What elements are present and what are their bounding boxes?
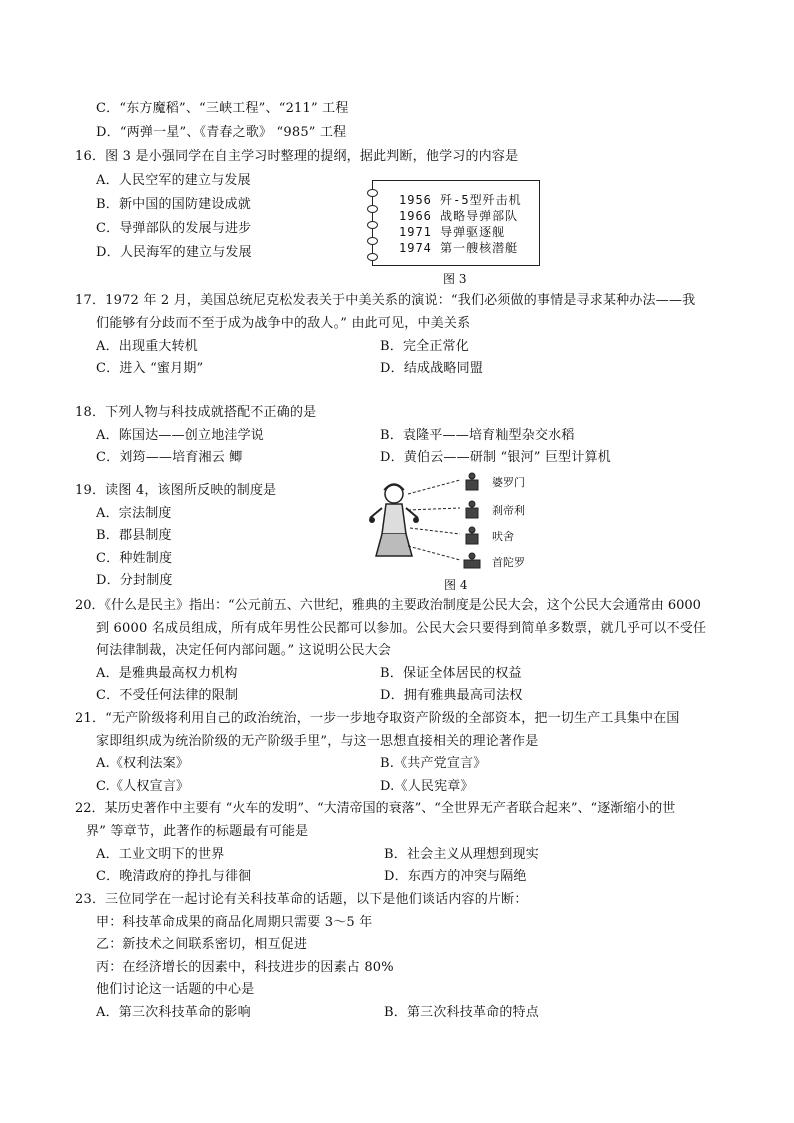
notebook-ring-icon: [367, 237, 378, 245]
notebook-ring-icon: [367, 205, 378, 213]
q20-option-c: C．不受任何法律的限制: [96, 688, 239, 703]
q16-option-a: A．人民空军的建立与发展: [96, 173, 251, 188]
q18-option-d: D．黄伯云——研制 “银河” 巨型计算机: [380, 450, 611, 465]
q22-option-d: D．东西方的冲突与隔绝: [384, 869, 527, 884]
q21-option-d: D.《人民宪章》: [380, 779, 474, 794]
figure-3-notebook: [372, 180, 540, 266]
figure-3-caption: 图 3: [443, 272, 467, 286]
figure-3-row: 1956 歼-5型歼击机: [399, 193, 522, 207]
caste-label: 首陀罗: [492, 556, 525, 569]
q20-stem-line2: 到 6000 名成员组成，所有成年男性公民都可以参加。公民大会只要得到简单多数票，就几乎可以不受任: [96, 621, 707, 636]
q19-option-a: A．宗法制度: [96, 506, 172, 521]
q17-option-c: C．进入 “蜜月期”: [96, 361, 204, 376]
q18-stem: 18．下列人物与科技成就搭配不正确的是: [75, 405, 317, 420]
figure-4-caste-illustration: [364, 472, 544, 590]
q19-option-c: C．种姓制度: [96, 551, 173, 566]
q23-stem: 23．三位同学在一起讨论有关科技革命的话题，以下是他们谈话内容的片断：: [75, 892, 528, 907]
q18-option-a: A．陈国达——创立地洼学说: [96, 428, 264, 443]
q22-option-c: C．晚清政府的挣扎与徘徊: [96, 869, 252, 884]
q21-stem-line2: 家即组织成为统治阶级的无产阶级手里”，与这一思想直接相关的理论著作是: [96, 734, 539, 749]
q20-stem-line3: 何法律制裁，决定任何内部问题。” 这说明公民大会: [96, 643, 392, 658]
figure-4-caption: 图 4: [444, 578, 468, 592]
q22-option-a: A．工业文明下的世界: [96, 847, 225, 862]
q18-option-b: B．袁隆平——培育籼型杂交水稻: [380, 428, 575, 443]
q19-stem: 19．读图 4，该图所反映的制度是: [75, 483, 277, 498]
q17-stem-line1: 17．1972 年 2 月，美国总统尼克松发表关于中美关系的演说：“我们必须做的事情是寻求某种办法——我: [75, 293, 696, 308]
q16-option-d: D．人民海军的建立与发展: [96, 245, 252, 260]
q23-option-b: B．第三次科技革命的特点: [384, 1005, 539, 1020]
q21-stem-line1: 21．“无产阶级将利用自己的政治统治，一步一步地夺取资产阶级的全部资本，把一切生产工具集中在国: [75, 711, 680, 726]
q15-option-d: D．“两弹一星”、《青春之歌》 “985” 工程: [96, 125, 347, 140]
q15-option-c: C．“东方魔稻”、“三峡工程”、“211” 工程: [96, 101, 349, 116]
q20-option-a: A．是雅典最高权力机构: [96, 666, 238, 681]
q23-line-jia: 甲：科技革命成果的商品化周期只需要 3～5 年: [96, 915, 373, 930]
q21-option-a: A.《权利法案》: [96, 756, 190, 771]
figure-3-row: 1966 战略导弹部队: [399, 209, 519, 223]
q22-stem-line2: 界” 等章节，此著作的标题最有可能是: [86, 824, 309, 839]
q17-option-a: A．出现重大转机: [96, 339, 198, 354]
caste-label: 吠舍: [492, 530, 514, 543]
q16-option-b: B．新中国的国防建设成就: [96, 197, 251, 212]
q17-stem-line2: 们能够有分歧而不至于成为战争中的敌人。” 由此可见，中美关系: [96, 316, 471, 331]
q16-stem: 16．图 3 是小强同学在自主学习时整理的提纲，据此判断，他学习的内容是: [75, 149, 519, 164]
q20-option-b: B．保证全体居民的权益: [380, 666, 522, 681]
q21-option-c: C.《人权宣言》: [96, 779, 190, 794]
q16-option-c: C．导弹部队的发展与进步: [96, 221, 252, 236]
caste-label: 婆罗门: [492, 476, 525, 489]
q23-line-yi: 乙：新技术之间联系密切，相互促进: [96, 937, 308, 952]
notebook-ring-icon: [367, 189, 378, 197]
caste-label: 刹帝利: [492, 504, 525, 517]
q22-stem-line1: 22．某历史著作中主要有 “火车的发明”、“大清帝国的衰落”、“全世界无产者联合起来”、“逐渐缩小的世: [75, 801, 676, 816]
q17-option-b: B．完全正常化: [380, 339, 469, 354]
figure-3-row: 1971 导弹驱逐舰: [399, 225, 506, 239]
q18-option-c: C．刘筠——培育湘云 鲫: [96, 450, 243, 465]
figure-3-row: 1974 第一艘核潜艇: [399, 241, 519, 255]
q23-question: 他们讨论这一话题的中心是: [96, 982, 255, 997]
q23-option-a: A．第三次科技革命的影响: [96, 1005, 251, 1020]
q21-option-b: B.《共产党宣言》: [380, 756, 487, 771]
q20-option-d: D．拥有雅典最高司法权: [380, 688, 523, 703]
notebook-ring-icon: [367, 221, 378, 229]
q23-line-bing: 丙：在经济增长的因素中，科技进步的因素占 80%: [96, 960, 394, 975]
q19-option-d: D．分封制度: [96, 573, 173, 588]
q20-stem-line1: 20．《什么是民主》指出：“公元前五、六世纪，雅典的主要政治制度是公民大会，这个公民大会通常由 6000: [75, 598, 701, 613]
q17-option-d: D．结成战略同盟: [380, 361, 484, 376]
q19-option-b: B．郡县制度: [96, 528, 172, 543]
q22-option-b: B．社会主义从理想到现实: [384, 847, 539, 862]
notebook-ring-icon: [367, 253, 378, 261]
